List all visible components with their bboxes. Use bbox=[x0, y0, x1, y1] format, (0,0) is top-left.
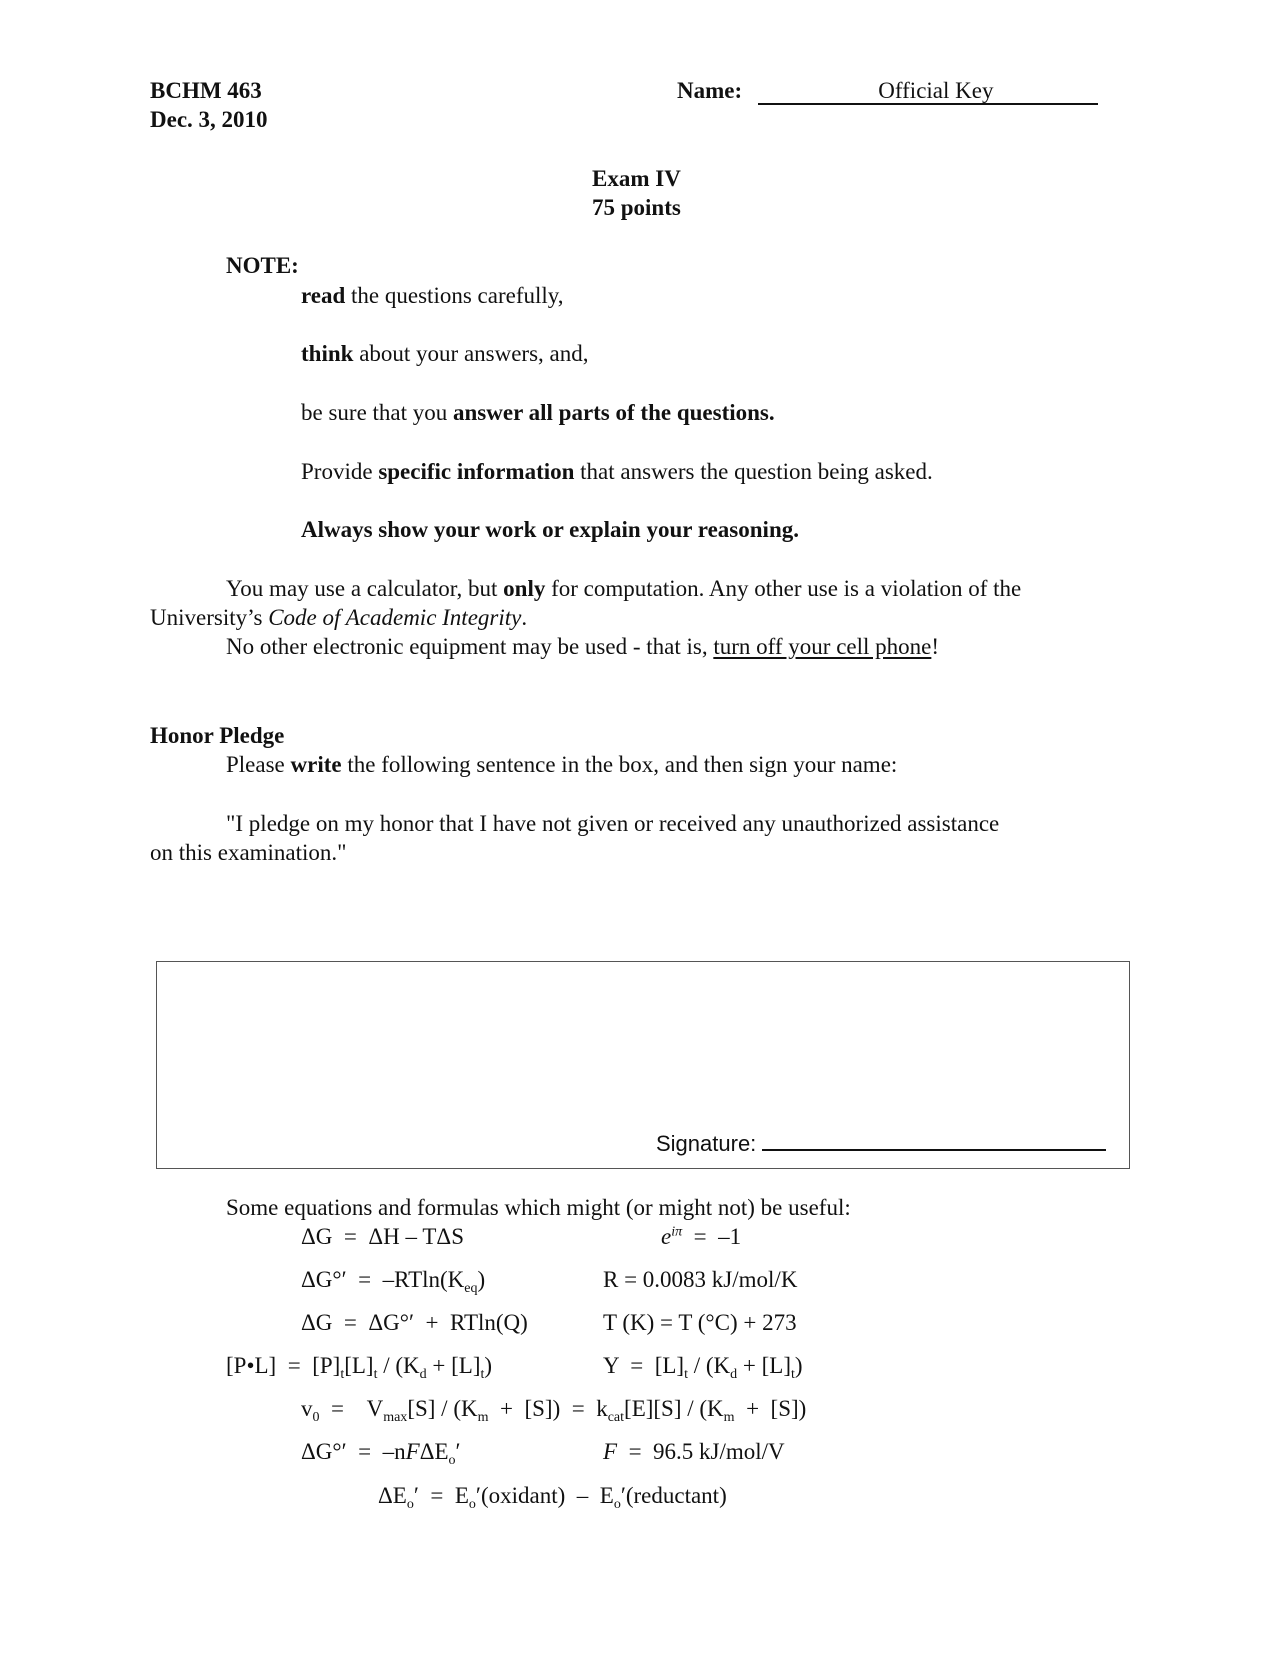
calculator-rule-1: You may use a calculator, but only for computation. Any other use is a violation of the bbox=[226, 576, 1022, 601]
honor-instructions: Please write the following sentence in the box, and then sign your name: bbox=[226, 752, 898, 777]
note-label: NOTE: bbox=[226, 253, 299, 278]
note-answer-all: be sure that you answer all parts of the questions. bbox=[301, 400, 775, 425]
electronics-rule: No other electronic equipment may be used - that is, turn off your cell phone! bbox=[226, 634, 940, 659]
equation-euler: $e^{i\pi} = -1$ bbox=[661, 1224, 742, 1249]
temperature-conversion: T (K) = T (°C) + 273 bbox=[603, 1310, 797, 1335]
equation-dg-standard: $\Delta G^\circ' = -RTln(K_{eq})$ bbox=[301, 1267, 486, 1296]
equation-dg-q: ΔG = ΔG°′ + RTln(Q) bbox=[301, 1310, 528, 1335]
signature-line[interactable] bbox=[762, 1127, 1106, 1151]
name-value: Official Key bbox=[878, 78, 994, 103]
note-read: read the questions carefully, bbox=[301, 283, 564, 308]
faraday-constant: F = 96.5 kJ/mol/V bbox=[603, 1439, 785, 1464]
signature-label: Signature: bbox=[656, 1131, 757, 1156]
signature-field[interactable] bbox=[656, 1127, 1106, 1156]
equation-dg-redox: ΔG°′ = –nFΔE$_o$′ bbox=[301, 1439, 461, 1468]
equation-michaelis-menten: $v_0$ = $V_{max}[S] / (K_m + [S]) = k_{cat}[E][S] / (K_m + [S])$ bbox=[301, 1396, 807, 1425]
note-specific: Provide specific information that answers the question being asked. bbox=[301, 459, 933, 484]
equation-fractional-saturation: $Y = [L]_t / (K_d + [L]_t)$ bbox=[603, 1353, 803, 1382]
equation-bound-complex: [P•L] = $[P]_t[L]_t / (K_d + [L]_t)$ bbox=[226, 1353, 493, 1382]
exam-date: Dec. 3, 2010 bbox=[150, 107, 268, 132]
equation-delta-e: $\Delta E_o'$ = $E_o'(oxidant)$ – $E_o'(reductant)$ bbox=[378, 1483, 727, 1512]
pledge-quote-line-1: "I pledge on my honor that I have not given or received any unauthorized assistance bbox=[226, 811, 1000, 836]
note-think: think about your answers, and, bbox=[301, 341, 589, 366]
equation-gibbs: ΔG = ΔH – TΔS bbox=[301, 1224, 465, 1249]
exam-title: Exam IV bbox=[592, 166, 681, 191]
name-value-line bbox=[758, 78, 1098, 105]
course-code: BCHM 463 bbox=[150, 78, 262, 103]
honor-pledge-heading: Honor Pledge bbox=[150, 723, 285, 748]
pledge-quote-line-2: on this examination." bbox=[150, 840, 347, 865]
equations-intro: Some equations and formulas which might (or might not) be useful: bbox=[226, 1195, 851, 1220]
name-field bbox=[677, 78, 1098, 105]
exam-points: 75 points bbox=[592, 195, 681, 220]
note-show-work: Always show your work or explain your reasoning. bbox=[301, 517, 799, 542]
calculator-rule-2: University’s Code of Academic Integrity. bbox=[150, 605, 528, 630]
name-label: Name: bbox=[677, 78, 743, 103]
gas-constant: R = 0.0083 kJ/mol/K bbox=[603, 1267, 798, 1292]
